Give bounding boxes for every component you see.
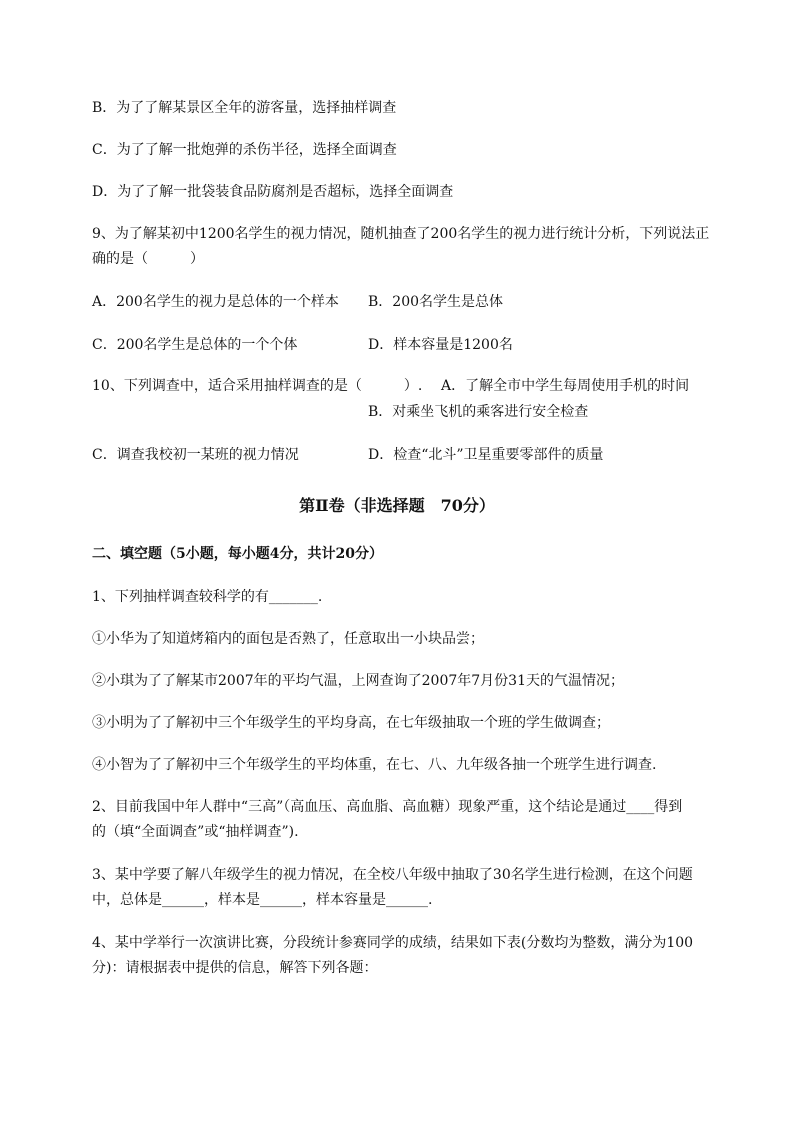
q8-option-c: C．为了了解一批炮弹的杀伤半径，选择全面调查	[92, 142, 397, 158]
q8-option-b: B．为了了解某景区全年的游客量，选择抽样调查	[92, 100, 397, 116]
f2-line2: 的（填“全面调查”或“抽样调查”).	[92, 824, 299, 840]
q9-option-d: D．样本容量是1200名	[368, 337, 513, 353]
section-heading: 二、填空题（5小题，每小题4分，共计20分）	[92, 546, 383, 562]
f4-line1: 4、某中学举行一次演讲比赛，分段统计参赛同学的成绩，结果如下表(分数均为整数，满分为100	[92, 935, 694, 951]
f2-line1: 2、目前我国中年人群中“三高”（高血压、高血脂、高血糖）现象严重，这个结论是通过____得到	[92, 799, 683, 815]
q9-stem-line1: 9、为了解某初中1200名学生的视力情况，随机抽查了200名学生的视力进行统计分析，下列说法正	[92, 226, 710, 242]
f3-line2: 中，总体是______，样本是______，样本容量是______.	[92, 892, 433, 908]
q9-option-a: A．200名学生的视力是总体的一个样本	[92, 294, 339, 310]
q8-option-d: D．为了了解一批袋装食品防腐剂是否超标，选择全面调查	[92, 184, 454, 200]
q10-option-c: C．调查我校初一某班的视力情况	[92, 447, 299, 463]
q10-stem: 10、下列调查中，适合采用抽样调查的是（ ）.	[92, 378, 423, 394]
f1-item-4: ④小智为了了解初中三个年级学生的平均体重，在七、八、九年级各抽一个班学生进行调查.	[92, 757, 657, 773]
f3-line1: 3、某中学要了解八年级学生的视力情况，在全校八年级中抽取了30名学生进行检测，在这个问题	[92, 867, 693, 883]
q10-option-d: D．检查“北斗”卫星重要零部件的质量	[368, 447, 604, 463]
f1-stem: 1、下列抽样调查较科学的有_______.	[92, 589, 323, 605]
q10-option-a: A．了解全市中学生每周使用手机的时间	[441, 378, 690, 394]
q9-stem-line2: 确的是（ ）	[92, 251, 204, 267]
q10-option-b: B．对乘坐飞机的乘客进行安全检查	[368, 404, 589, 420]
f1-item-2: ②小琪为了了解某市2007年的平均气温，上网查询了2007年7月份31天的气温情况；	[92, 673, 624, 689]
part-2-title: 第Ⅱ卷（非选择题 70分）	[299, 496, 495, 515]
f1-item-3: ③小明为了了解初中三个年级学生的平均身高，在七年级抽取一个班的学生做调查；	[92, 715, 610, 731]
f4-line2: 分)：请根据表中提供的信息，解答下列各题：	[92, 960, 378, 976]
q9-option-b: B．200名学生是总体	[368, 294, 504, 310]
f1-item-1: ①小华为了知道烤箱内的面包是否熟了，任意取出一小块品尝；	[92, 631, 484, 647]
q9-option-c: C．200名学生是总体的一个个体	[92, 337, 298, 353]
